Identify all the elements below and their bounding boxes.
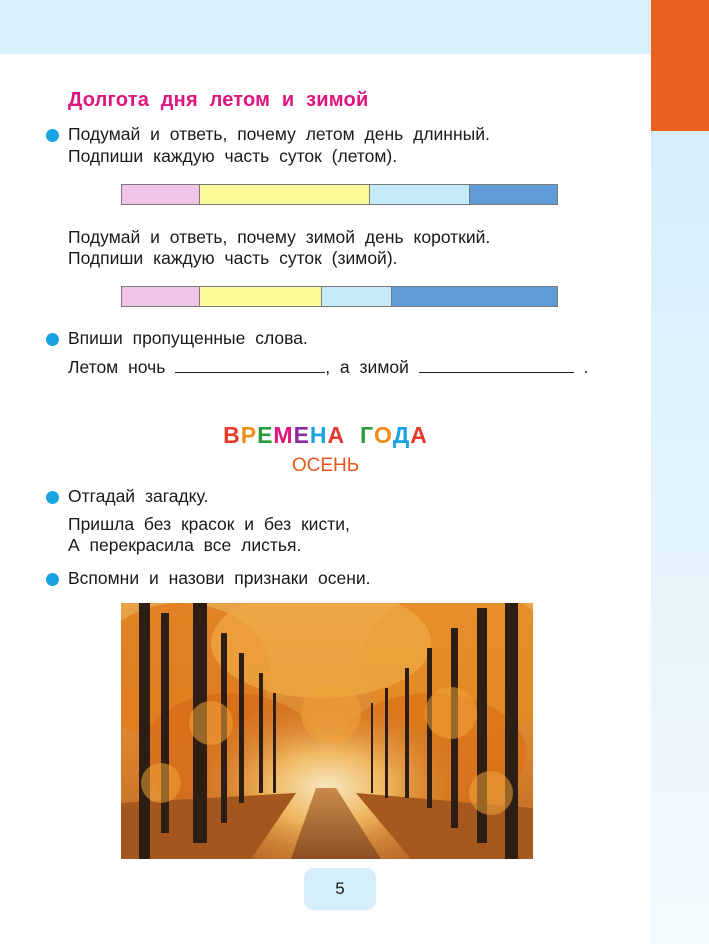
bullet-icon	[46, 129, 59, 142]
task-text: Подумай и ответь, почему летом день длинный.	[68, 124, 490, 144]
title-letter: О	[374, 422, 393, 448]
winter-segment-day[interactable]	[200, 287, 322, 306]
title-letter	[345, 422, 360, 449]
bullet-icon	[46, 491, 59, 504]
seasons-title	[0, 422, 651, 449]
title-letter: В	[223, 422, 241, 448]
answer-blank-summer[interactable]	[175, 358, 325, 373]
section-title: Долгота дня летом и зимой	[68, 89, 369, 111]
side-margin-blue	[651, 131, 709, 944]
winter-segment-evening[interactable]	[322, 287, 392, 306]
task-text: Подумай и ответь, почему зимой день короткий.	[68, 227, 491, 247]
title-letter: Н	[309, 422, 328, 448]
fill-text: Летом ночь	[68, 357, 166, 377]
title-letter: М	[273, 422, 294, 448]
summer-segment-evening[interactable]	[370, 185, 470, 204]
task-text: Вспомни и назови признаки осени.	[68, 568, 371, 588]
summer-day-bar	[121, 184, 558, 205]
page-number: 5	[304, 868, 376, 910]
winter-day-bar	[121, 286, 558, 307]
side-tab-orange	[651, 0, 709, 131]
task-text: Впиши пропущенные слова.	[68, 328, 308, 348]
task-text: Подпиши каждую часть суток (зимой).	[68, 248, 398, 268]
riddle-line: Пришла без красок и без кисти,	[68, 514, 350, 534]
task-text: Отгадай загадку.	[68, 486, 209, 506]
task-text: Подпиши каждую часть суток (летом).	[68, 146, 398, 166]
fill-in-sentence	[68, 357, 589, 378]
title-letter: Д	[392, 422, 411, 448]
fill-text: .	[583, 357, 589, 377]
title-letter: Е	[293, 422, 310, 448]
title-letter: Е	[257, 422, 274, 448]
title-letter: Г	[359, 422, 374, 448]
title-letter: А	[410, 422, 428, 448]
bullet-icon	[46, 573, 59, 586]
summer-segment-day[interactable]	[200, 185, 370, 204]
top-color-band	[0, 0, 651, 54]
bullet-icon	[46, 333, 59, 346]
winter-segment-night[interactable]	[392, 287, 557, 306]
fill-text: , а зимой	[325, 357, 409, 377]
title-letter: Р	[240, 422, 258, 448]
summer-segment-night[interactable]	[470, 185, 557, 204]
answer-blank-winter[interactable]	[419, 358, 574, 373]
summer-segment-morning[interactable]	[122, 185, 200, 204]
winter-segment-morning[interactable]	[122, 287, 200, 306]
riddle-line: А перекрасила все листья.	[68, 535, 302, 555]
title-letter: А	[327, 422, 346, 448]
autumn-forest-photo	[121, 603, 533, 859]
season-subtitle: ОСЕНЬ	[291, 455, 360, 476]
